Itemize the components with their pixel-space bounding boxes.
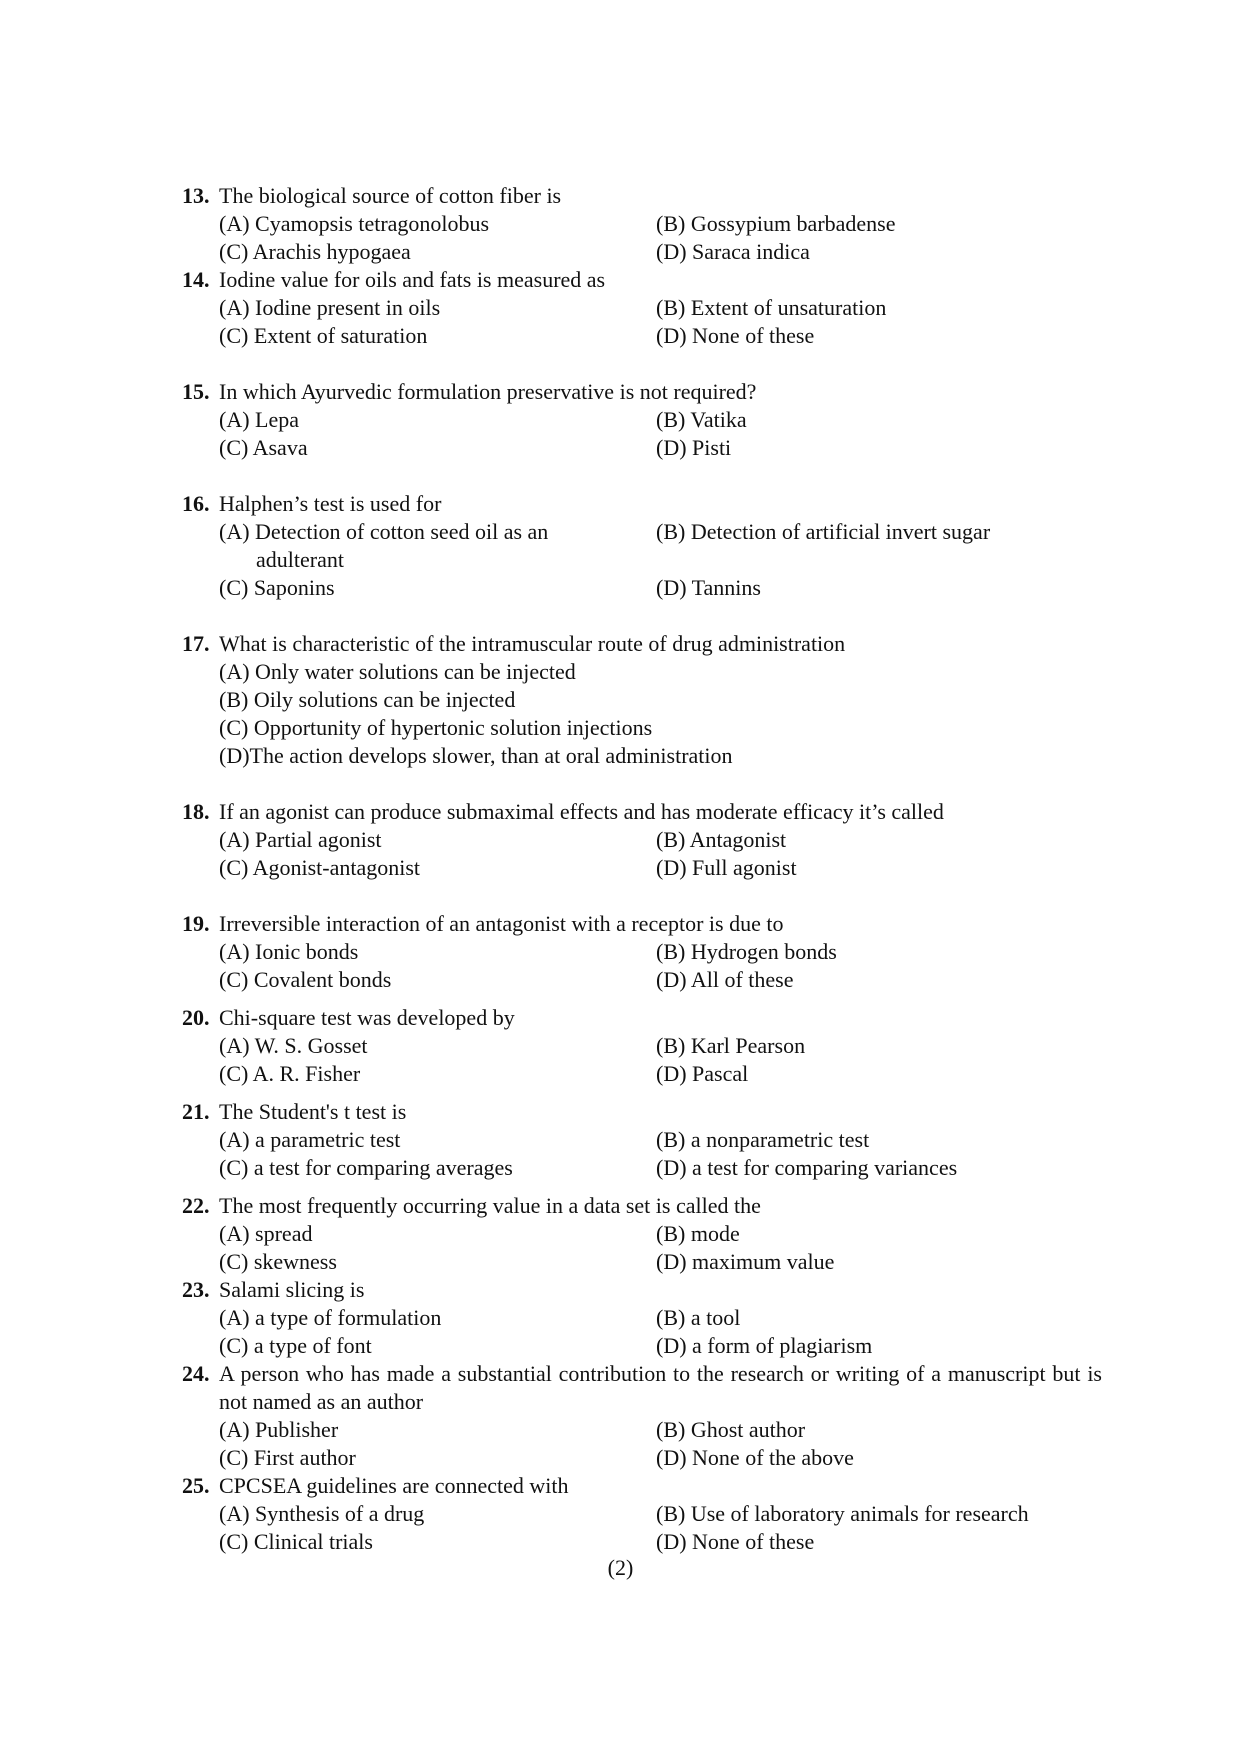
- question-stem: What is characteristic of the intramuscular route of drug administration: [219, 631, 846, 656]
- option-d: (D) Pascal: [656, 1061, 749, 1086]
- option-b: (B) Antagonist: [656, 827, 787, 852]
- options: [182, 1126, 1102, 1182]
- question-stem: Salami slicing is: [219, 1277, 365, 1302]
- option-b: (B) a nonparametric test: [656, 1127, 870, 1152]
- question-number: 16.: [182, 491, 210, 516]
- question-stem: Irreversible interaction of an antagonist with a receptor is due to: [219, 911, 784, 936]
- question-18: [182, 798, 1102, 882]
- option-c: (C) Clinical trials: [219, 1529, 373, 1554]
- question-number: 25.: [182, 1473, 210, 1498]
- question-22: [182, 1192, 1102, 1276]
- option-a: (A) Detection of cotton seed oil as an adulterant: [219, 519, 549, 572]
- question-25: [182, 1472, 1102, 1556]
- option-d: (D) None of these: [656, 323, 815, 348]
- question-number: 23.: [182, 1277, 210, 1302]
- question-13: [182, 182, 1102, 266]
- options: [182, 658, 1102, 770]
- question-stem: Chi-square test was developed by: [219, 1005, 515, 1030]
- options: [182, 518, 1102, 602]
- option-d: (D) maximum value: [656, 1249, 835, 1274]
- option-d: (D) Saraca indica: [656, 239, 810, 264]
- question-number: 18.: [182, 799, 210, 824]
- option-c: (C) Covalent bonds: [219, 967, 392, 992]
- option-b: (B) Detection of artificial invert sugar: [656, 519, 991, 544]
- options: [182, 1500, 1102, 1556]
- option-b: (B) Oily solutions can be injected: [219, 687, 516, 712]
- question-15: [182, 378, 1102, 462]
- option-c: (C) Opportunity of hypertonic solution injections: [219, 715, 653, 740]
- option-b: (B) Use of laboratory animals for research: [656, 1501, 1029, 1526]
- question-24: [182, 1360, 1102, 1472]
- option-a: (A) a parametric test: [219, 1127, 401, 1152]
- options: [182, 210, 1102, 266]
- question-stem: The biological source of cotton fiber is: [219, 183, 562, 208]
- option-a: (A) Cyamopsis tetragonolobus: [219, 211, 490, 236]
- question-stem: A person who has made a substantial contribution to the research or writing of a manuscript but is not named as an author: [219, 1361, 1102, 1414]
- option-b: (B) Vatika: [656, 407, 747, 432]
- options: [182, 1416, 1102, 1472]
- option-c: (C) First author: [219, 1445, 356, 1470]
- question-19: [182, 910, 1102, 994]
- options: [182, 1032, 1102, 1088]
- options: [182, 1304, 1102, 1360]
- options: [182, 406, 1102, 462]
- option-c: (C) Extent of saturation: [219, 323, 428, 348]
- option-a: (A) Publisher: [219, 1417, 339, 1442]
- question-14: [182, 266, 1102, 350]
- question-20: [182, 1004, 1102, 1088]
- question-21: [182, 1098, 1102, 1182]
- option-a: (A) Iodine present in oils: [219, 295, 441, 320]
- option-d: (D) a form of plagiarism: [656, 1333, 873, 1358]
- options: [182, 1220, 1102, 1276]
- option-c: (C) Arachis hypogaea: [219, 239, 411, 264]
- option-d: (D) None of these: [656, 1529, 815, 1554]
- option-b: (B) a tool: [656, 1305, 741, 1330]
- question-sheet: [182, 182, 1102, 1556]
- option-d: (D) Full agonist: [656, 855, 797, 880]
- option-d: (D) a test for comparing variances: [656, 1155, 958, 1180]
- option-c: (C) Agonist-antagonist: [219, 855, 421, 880]
- option-a: (A) Lepa: [219, 407, 300, 432]
- question-number: 22.: [182, 1193, 210, 1218]
- question-stem: The Student's t test is: [219, 1099, 407, 1124]
- question-number: 19.: [182, 911, 210, 936]
- option-c: (C) Saponins: [219, 575, 335, 600]
- option-c: (C) a test for comparing averages: [219, 1155, 513, 1180]
- question-number: 24.: [182, 1361, 210, 1386]
- question-stem: The most frequently occurring value in a data set is called the: [219, 1193, 761, 1218]
- question-stem: CPCSEA guidelines are connected with: [219, 1473, 569, 1498]
- question-number: 15.: [182, 379, 210, 404]
- question-number: 21.: [182, 1099, 210, 1124]
- question-number: 20.: [182, 1005, 210, 1030]
- question-stem: If an agonist can produce submaximal effects and has moderate efficacy it’s called: [219, 799, 944, 824]
- option-a: (A) Only water solutions can be injected: [219, 659, 576, 684]
- question-stem: Iodine value for oils and fats is measured as: [219, 267, 606, 292]
- question-17: [182, 630, 1102, 770]
- option-d: (D) All of these: [656, 967, 794, 992]
- option-a: (A) Partial agonist: [219, 827, 382, 852]
- option-b: (B) Extent of unsaturation: [656, 295, 887, 320]
- option-c: (C) A. R. Fisher: [219, 1061, 361, 1086]
- option-a: (A) a type of formulation: [219, 1305, 442, 1330]
- option-d: (D) None of the above: [656, 1445, 854, 1470]
- question-stem: In which Ayurvedic formulation preservative is not required?: [219, 379, 757, 404]
- option-c: (C) a type of font: [219, 1333, 372, 1358]
- option-b: (B) mode: [656, 1221, 740, 1246]
- option-c: (C) Asava: [219, 435, 308, 460]
- option-a: (A) spread: [219, 1221, 313, 1246]
- options: [182, 938, 1102, 994]
- option-a: (A) Ionic bonds: [219, 939, 359, 964]
- question-number: 14.: [182, 267, 210, 292]
- option-b: (B) Ghost author: [656, 1417, 806, 1442]
- question-number: 17.: [182, 631, 210, 656]
- option-b: (B) Karl Pearson: [656, 1033, 806, 1058]
- option-c: (C) skewness: [219, 1249, 337, 1274]
- option-a: (A) Synthesis of a drug: [219, 1501, 425, 1526]
- option-d: (D)The action develops slower, than at oral administration: [219, 743, 733, 768]
- option-b: (B) Hydrogen bonds: [656, 939, 837, 964]
- option-a: (A) W. S. Gosset: [219, 1033, 368, 1058]
- question-stem: Halphen’s test is used for: [219, 491, 442, 516]
- option-d: (D) Tannins: [656, 575, 761, 600]
- option-b: (B) Gossypium barbadense: [656, 211, 896, 236]
- question-number: 13.: [182, 183, 210, 208]
- question-23: [182, 1276, 1102, 1360]
- page-number: (2): [607, 1555, 634, 1580]
- options: [182, 294, 1102, 350]
- question-16: [182, 490, 1102, 602]
- option-d: (D) Pisti: [656, 435, 732, 460]
- options: [182, 826, 1102, 882]
